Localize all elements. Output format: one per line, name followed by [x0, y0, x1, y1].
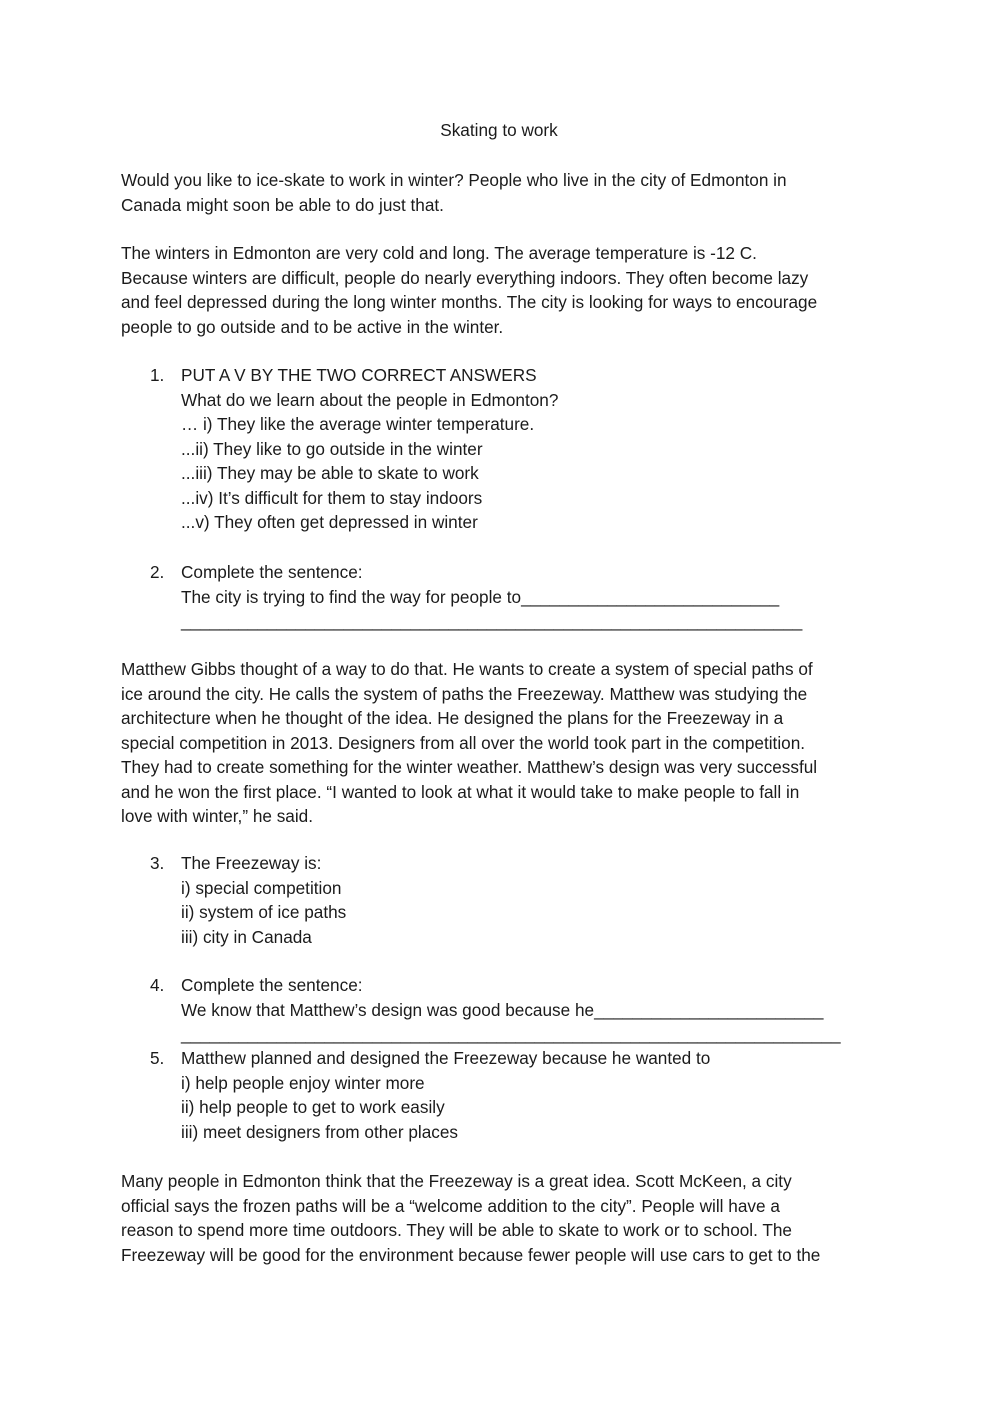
- question-4: [150, 973, 890, 1047]
- fill-in-line[interactable]: _____________________________________________________________________: [181, 1024, 841, 1044]
- fill-in-sentence[interactable]: The city is trying to find the way for people to___________________________: [181, 586, 780, 607]
- question-number: 2.: [150, 562, 165, 582]
- fill-in-sentence[interactable]: We know that Matthew’s design was good because he________________________: [181, 999, 824, 1020]
- paragraph-line: official says the frozen paths will be a “welcome addition to the city”. People will have a: [121, 1195, 780, 1216]
- question-instruction: Complete the sentence:: [181, 562, 363, 582]
- question-number: 5.: [150, 1048, 165, 1068]
- answer-option[interactable]: iii) city in Canada: [181, 926, 312, 947]
- answer-option[interactable]: ...ii) They like to go outside in the winter: [181, 438, 483, 459]
- question-2: [150, 560, 890, 634]
- paragraph-line: love with winter,” he said.: [121, 806, 314, 826]
- question-instruction: PUT A V BY THE TWO CORRECT ANSWERS: [181, 365, 537, 385]
- paragraph-line: architecture when he thought of the idea. He designed the plans for the Freezeway in a: [121, 708, 784, 728]
- question-text: The Freezeway is:: [181, 853, 322, 873]
- question-3: [150, 851, 890, 949]
- question-instruction: Complete the sentence:: [181, 975, 363, 995]
- paragraph-line: special competition in 2013. Designers from all over the world took part in the competition.: [121, 732, 806, 753]
- answer-option[interactable]: i) special competition: [181, 877, 342, 898]
- paragraph-line: The winters in Edmonton are very cold and long. The average temperature is -12 C.: [121, 243, 757, 263]
- question-number: 4.: [150, 975, 165, 995]
- paragraph-line: Because winters are difficult, people do nearly everything indoors. They often become lazy: [121, 267, 809, 288]
- paragraph-line: Would you like to ice-skate to work in winter? People who live in the city of Edmonton in: [121, 170, 787, 190]
- paragraph-line: reason to spend more time outdoors. They will be able to skate to work or to school. The: [121, 1220, 792, 1240]
- question-number: 3.: [150, 853, 165, 873]
- question-number: 1.: [150, 365, 165, 385]
- answer-option[interactable]: ...iv) It’s difficult for them to stay indoors: [181, 487, 483, 508]
- paragraph-line: and feel depressed during the long winter months. The city is looking for ways to encourage: [121, 292, 818, 312]
- intro-paragraph: [121, 168, 881, 217]
- paragraph-line: Matthew Gibbs thought of a way to do that. He wants to create a system of special paths of: [121, 659, 813, 679]
- answer-option[interactable]: ii) system of ice paths: [181, 902, 347, 922]
- freezeway-paragraph: [121, 1169, 881, 1267]
- paragraph-line: Canada might soon be able to do just that.: [121, 194, 444, 215]
- matthew-paragraph: [121, 657, 881, 829]
- question-5: [150, 1046, 890, 1144]
- paragraph-line: and he won the first place. “I wanted to look at what it would take to make people to fall in: [121, 781, 800, 802]
- paragraph-line: Many people in Edmonton think that the Freezeway is a great idea. Scott McKeen, a city: [121, 1171, 792, 1191]
- paragraph-line: They had to create something for the winter weather. Matthew’s design was very successful: [121, 757, 818, 777]
- fill-in-line[interactable]: _________________________________________________________________: [181, 611, 803, 631]
- answer-option[interactable]: … i) They like the average winter temperature.: [181, 414, 535, 434]
- answer-option[interactable]: i) help people enjoy winter more: [181, 1072, 425, 1093]
- answer-option[interactable]: ii) help people to get to work easily: [181, 1097, 445, 1117]
- question-text: Matthew planned and designed the Freezeway because he wanted to: [181, 1048, 711, 1068]
- paragraph-line: ice around the city. He calls the system of paths the Freezeway. Matthew was studying the: [121, 683, 808, 704]
- paragraph-line: people to go outside and to be active in the winter.: [121, 316, 504, 337]
- answer-option[interactable]: ...iii) They may be able to skate to work: [181, 463, 479, 483]
- answer-option[interactable]: iii) meet designers from other places: [181, 1121, 459, 1142]
- page-title: Skating to work: [440, 120, 558, 140]
- question-text: What do we learn about the people in Edmonton?: [181, 389, 559, 410]
- question-1: [150, 363, 890, 535]
- winter-paragraph: [121, 241, 881, 339]
- answer-option[interactable]: ...v) They often get depressed in winter: [181, 512, 478, 532]
- paragraph-line: Freezeway will be good for the environment because fewer people will use cars to get to the: [121, 1244, 821, 1265]
